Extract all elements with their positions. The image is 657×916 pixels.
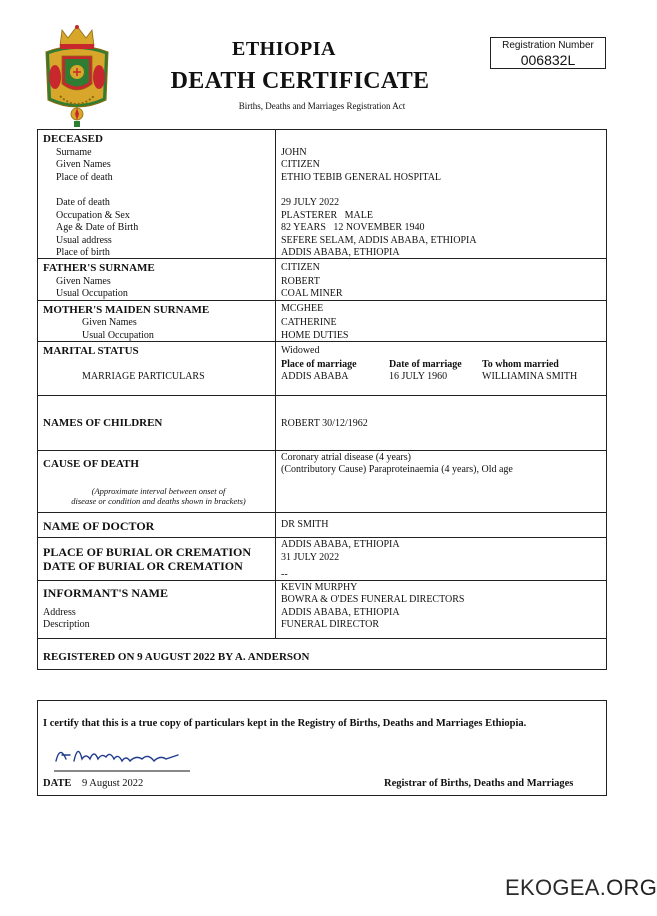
father-occupation-label: Usual Occupation: [56, 288, 128, 299]
certification-box: [37, 700, 607, 796]
deceased-label: Usual address: [56, 235, 112, 246]
burial-place-heading: PLACE OF BURIAL OR CREMATION: [43, 545, 252, 559]
deceased-heading: DECEASED: [43, 133, 103, 145]
informant-description-label: Description: [43, 619, 90, 630]
children-names: ROBERT 30/12/1962: [281, 418, 368, 429]
column-divider: [275, 130, 276, 638]
doctor-name: DR SMITH: [281, 519, 329, 530]
deceased-label: Age & Date of Birth: [56, 222, 139, 233]
registration-number-value: 006832L: [520, 52, 576, 68]
burial-date-heading: DATE OF BURIAL OR CREMATION: [43, 559, 243, 573]
deceased-given-names: CITIZEN: [281, 159, 320, 170]
marital-status: Widowed: [281, 345, 320, 356]
cause-contributory: (Contributory Cause) Paraproteinaemia (4 years), Old age: [281, 464, 513, 475]
deceased-label: Date of death: [56, 197, 110, 208]
certificate-table: [37, 129, 607, 670]
certification-date-label: DATE: [43, 778, 72, 789]
deceased-occupation-sex: PLASTERER MALE: [281, 210, 373, 221]
informant-address-label: Address: [43, 607, 76, 618]
deceased-date-of-death: 29 JULY 2022: [281, 197, 340, 208]
row-divider: [38, 450, 606, 451]
deceased-place-of-birth: ADDIS ABABA, ETHIOPIA: [281, 247, 400, 258]
burial-place: ADDIS ABABA, ETHIOPIA: [281, 539, 400, 550]
burial-date: 31 JULY 2022: [281, 552, 340, 563]
row-divider: [38, 300, 606, 301]
burial-extra: --: [281, 569, 288, 580]
mother-heading: MOTHER'S MAIDEN SURNAME: [43, 304, 210, 316]
cause-primary: Coronary atrial disease (4 years): [281, 452, 411, 463]
mother-occupation-label: Usual Occupation: [82, 330, 154, 341]
registered-statement: REGISTERED ON 9 AUGUST 2022 BY A. ANDERSON: [43, 651, 310, 663]
date-of-marriage: 16 JULY 1960: [389, 371, 448, 382]
informant-description: FUNERAL DIRECTOR: [281, 619, 380, 630]
mother-given-label: Given Names: [82, 317, 137, 328]
spouse-name: WILLIAMINA SMITH: [482, 371, 578, 382]
row-divider: [38, 395, 606, 396]
watermark-left: EKOGEA.: [505, 875, 607, 900]
registration-number-label: Registration Number: [502, 40, 594, 51]
country-title: ETHIOPIA: [231, 38, 337, 60]
row-divider: [38, 537, 606, 538]
deceased-label: Surname: [56, 147, 92, 158]
deceased-place-of-death: ETHIO TEBIB GENERAL HOSPITAL: [281, 172, 442, 183]
row-divider: [38, 512, 606, 513]
deceased-surname: JOHN: [281, 147, 307, 158]
deceased-label: Place of birth: [56, 247, 110, 258]
doctor-heading: NAME OF DOCTOR: [43, 519, 155, 533]
mother-occupation: HOME DUTIES: [281, 330, 349, 341]
mother-given-names: CATHERINE: [281, 317, 337, 328]
certification-date: 9 August 2022: [82, 778, 144, 789]
coat-of-arms-seal: [40, 22, 114, 128]
date-of-marriage-header: Date of marriage: [389, 359, 462, 370]
father-given-label: Given Names: [56, 276, 111, 287]
cause-note-line1: (Approximate interval between onset of: [91, 486, 226, 496]
site-watermark: [505, 875, 657, 901]
place-of-marriage-header: Place of marriage: [281, 359, 357, 370]
informant-name: KEVIN MURPHY: [281, 582, 358, 593]
certification-statement: I certify that this is a true copy of particulars kept in the Registry of Births, Deaths and Marriages Ethiopia.: [43, 718, 527, 729]
mother-surname: MCGHEE: [281, 303, 324, 314]
father-heading: FATHER'S SURNAME: [43, 262, 155, 274]
document-title: DEATH CERTIFICATE: [170, 68, 430, 94]
registration-act: Births, Deaths and Marriages Registration Act: [238, 101, 406, 111]
row-divider: [38, 638, 606, 639]
watermark-right: ORG: [606, 875, 657, 900]
place-of-marriage: ADDIS ABABA: [281, 371, 349, 382]
informant-heading: INFORMANT'S NAME: [43, 586, 168, 600]
informant-address: ADDIS ABABA, ETHIOPIA: [281, 607, 400, 618]
registrar-title: Registrar of Births, Deaths and Marriages: [384, 778, 574, 789]
deceased-label: Given Names: [56, 159, 111, 170]
registrar-signature: [52, 735, 192, 773]
deceased-age-dob: 82 YEARS 12 NOVEMBER 1940: [281, 222, 425, 233]
deceased-label: Place of death: [56, 172, 113, 183]
father-occupation: COAL MINER: [281, 288, 343, 299]
deceased-label: Occupation & Sex: [56, 210, 130, 221]
cause-note-line2: disease or condition and deaths shown in brackets): [71, 496, 246, 506]
father-given-names: ROBERT: [281, 276, 320, 287]
father-surname: CITIZEN: [281, 262, 320, 273]
row-divider: [38, 580, 606, 581]
informant-organisation: BOWRA & O'DES FUNERAL DIRECTORS: [281, 594, 465, 605]
registration-number-box: [490, 37, 606, 69]
marital-heading: MARITAL STATUS: [43, 345, 139, 357]
cause-heading: CAUSE OF DEATH: [43, 458, 139, 470]
deceased-usual-address: SEFERE SELAM, ADDIS ABABA, ETHIOPIA: [281, 235, 477, 246]
to-whom-married-header: To whom married: [482, 359, 559, 370]
children-heading: NAMES OF CHILDREN: [43, 417, 163, 429]
marriage-particulars-label: MARRIAGE PARTICULARS: [82, 371, 205, 382]
